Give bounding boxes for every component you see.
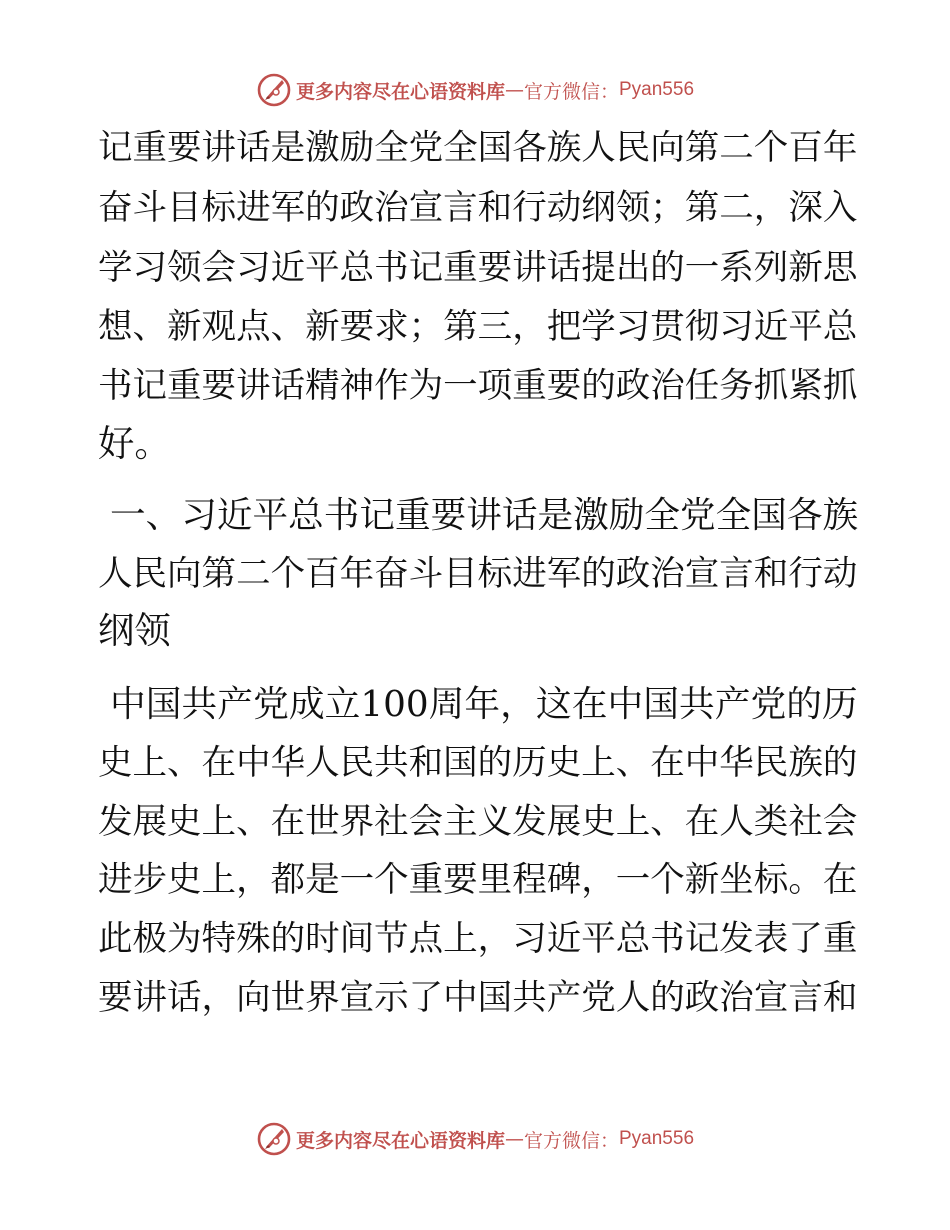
text-line: 要讲话，向世界宣示了中国共产党人的政治宣言和 bbox=[98, 978, 858, 1018]
text-line: 发展史上、在世界社会主义发展史上、在人类社会 bbox=[98, 802, 858, 842]
banner-separator: — bbox=[504, 1128, 524, 1150]
quill-pen-logo-icon bbox=[256, 72, 292, 108]
quill-pen-logo-icon bbox=[256, 1121, 292, 1157]
text-line: 史上、在中华人民共和国的历史上、在中华民族的 bbox=[98, 743, 858, 783]
header-banner bbox=[0, 70, 950, 110]
banner-site-name: 更多内容尽在心语资料库 bbox=[295, 1129, 505, 1152]
footer-banner bbox=[0, 1119, 950, 1159]
heading-line: 人民向第二个百年奋斗目标进军的政治宣言和行动 bbox=[98, 554, 858, 594]
text-line: 奋斗目标进军的政治宣言和行动纲领；第二，深入 bbox=[98, 188, 858, 228]
heading-line: 纲领 bbox=[98, 609, 171, 652]
text-line: 进步史上，都是一个重要里程碑，一个新坐标。在 bbox=[98, 860, 858, 900]
banner-wechat-label: 官方微信： bbox=[523, 1129, 619, 1152]
banner-site-name: 更多内容尽在心语资料库 bbox=[295, 80, 505, 103]
text-line: 学习领会习近平总书记重要讲话提出的一系列新思 bbox=[98, 248, 858, 288]
text-line: 记重要讲话是激励全党全国各族人民向第二个百年 bbox=[98, 128, 858, 168]
banner-wechat-label: 官方微信： bbox=[523, 80, 619, 103]
text-line: 想、新观点、新要求；第三，把学习贯彻习近平总 bbox=[98, 307, 858, 347]
banner-wechat-id: Pyan556 bbox=[619, 79, 695, 100]
text-line: 好。 bbox=[98, 422, 171, 465]
text-line: 中国共产党成立100周年，这在中国共产党的历 bbox=[110, 684, 858, 725]
heading-line: 一、习近平总书记重要讲话是激励全党全国各族 bbox=[110, 495, 858, 536]
banner-wechat-id: Pyan556 bbox=[619, 1128, 695, 1149]
text-line: 书记重要讲话精神作为一项重要的政治任务抓紧抓 bbox=[98, 366, 858, 406]
banner-separator: — bbox=[504, 79, 524, 101]
text-line: 此极为特殊的时间节点上，习近平总书记发表了重 bbox=[98, 919, 858, 959]
